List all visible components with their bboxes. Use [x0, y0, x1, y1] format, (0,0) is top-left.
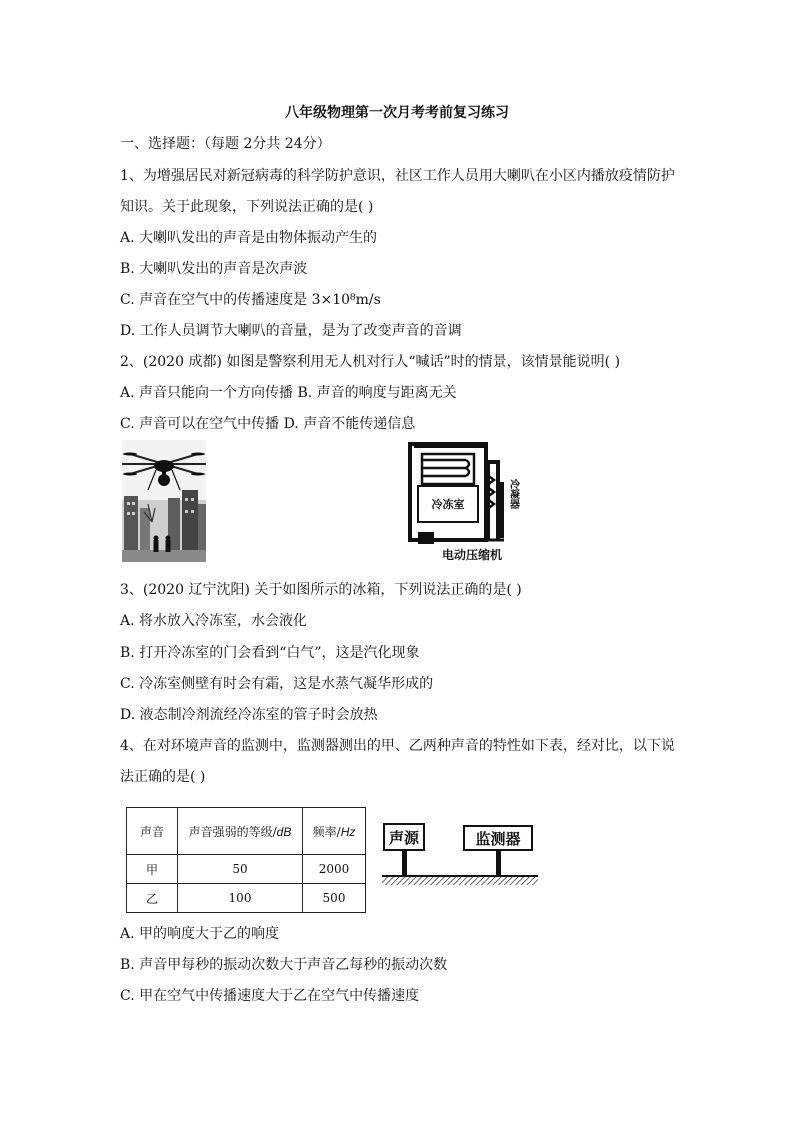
- compressor-label: 电动压缩机: [441, 548, 503, 562]
- q4-stem-line1: 4、在对环境声音的监测中，监测器测出的甲、乙两种声音的特性如下表，经对比，以下说: [120, 738, 675, 754]
- table-header-level: 声音强弱的等级/dB: [178, 808, 303, 855]
- section-heading: 一、选择题：（每题 2分共 24分）: [120, 136, 331, 152]
- sound-data-table: [126, 807, 366, 913]
- freezer-label: 冷冻室: [431, 498, 465, 511]
- sound-source-label: 声源: [388, 829, 420, 847]
- table-cell-level: 100: [178, 884, 303, 913]
- q3-option-a: A. 将水放入冷冻室，水会液化: [120, 613, 308, 629]
- q1-option-a: A. 大喇叭发出的声音是由物体振动产生的: [120, 230, 378, 246]
- table-cell-name: 甲: [127, 855, 178, 884]
- svg-text:冷凝器: 冷凝器: [507, 479, 519, 509]
- q2-options-cd: C. 声音可以在空气中传播 D. 声音不能传递信息: [120, 416, 416, 432]
- q4-option-a: A. 甲的响度大于乙的响度: [120, 926, 280, 942]
- q1-option-b: B. 大喇叭发出的声音是次声波: [120, 261, 308, 277]
- q3-option-c: C. 冷冻室侧壁有时会有霜，这是水蒸气凝华形成的: [120, 676, 434, 692]
- page-title: 八年级物理第一次月考考前复习练习: [285, 105, 509, 121]
- q1-stem-line2: 知识。关于此现象，下列说法正确的是( ): [120, 199, 374, 215]
- table-cell-freq: 500: [303, 884, 366, 913]
- drone-police-photo: [122, 440, 206, 562]
- q2-options-ab: A. 声音只能向一个方向传播 B. 声音的响度与距离无关: [120, 385, 457, 401]
- table-header-row: [127, 808, 366, 855]
- monitor-label: 监测器: [475, 830, 521, 848]
- q4-stem-line2: 法正确的是( ): [120, 769, 206, 785]
- refrigerator-diagram: [400, 438, 524, 564]
- condenser-label: [508, 478, 521, 510]
- q1-option-d: D. 工作人员调节大喇叭的音量，是为了改变声音的音调: [120, 323, 462, 339]
- q1-stem-line1: 1、为增强居民对新冠病毒的科学防护意识，社区工作人员用大喇叭在小区内播放疫情防护: [120, 168, 675, 184]
- source-monitor-diagram: [382, 820, 540, 890]
- q1-option-c: C. 声音在空气中的传播速度是 3×10⁸m/s: [120, 292, 381, 308]
- q4-option-c: C. 甲在空气中传播速度大于乙在空气中传播速度: [120, 988, 420, 1004]
- table-cell-name: 乙: [127, 884, 178, 913]
- q4-option-b: B. 声音甲每秒的振动次数大于声音乙每秒的振动次数: [120, 957, 448, 973]
- q3-stem: 3、(2020 辽宁沈阳) 关于如图所示的冰箱，下列说法正确的是( ): [120, 582, 522, 598]
- table-row: [127, 884, 366, 913]
- table-row: [127, 855, 366, 884]
- q3-option-b: B. 打开冷冻室的门会看到“白气”，这是汽化现象: [120, 645, 420, 661]
- q2-stem: 2、(2020 成都) 如图是警察利用无人机对行人“喊话”时的情景，该情景能说明( ): [120, 354, 621, 370]
- table-header-frequency: 频率/Hz: [303, 808, 366, 855]
- table-header-sound: 声音: [127, 808, 178, 855]
- table-cell-freq: 2000: [303, 855, 366, 884]
- table-cell-level: 50: [178, 855, 303, 884]
- q3-option-d: D. 液态制冷剂流经冷冻室的管子时会放热: [120, 707, 378, 723]
